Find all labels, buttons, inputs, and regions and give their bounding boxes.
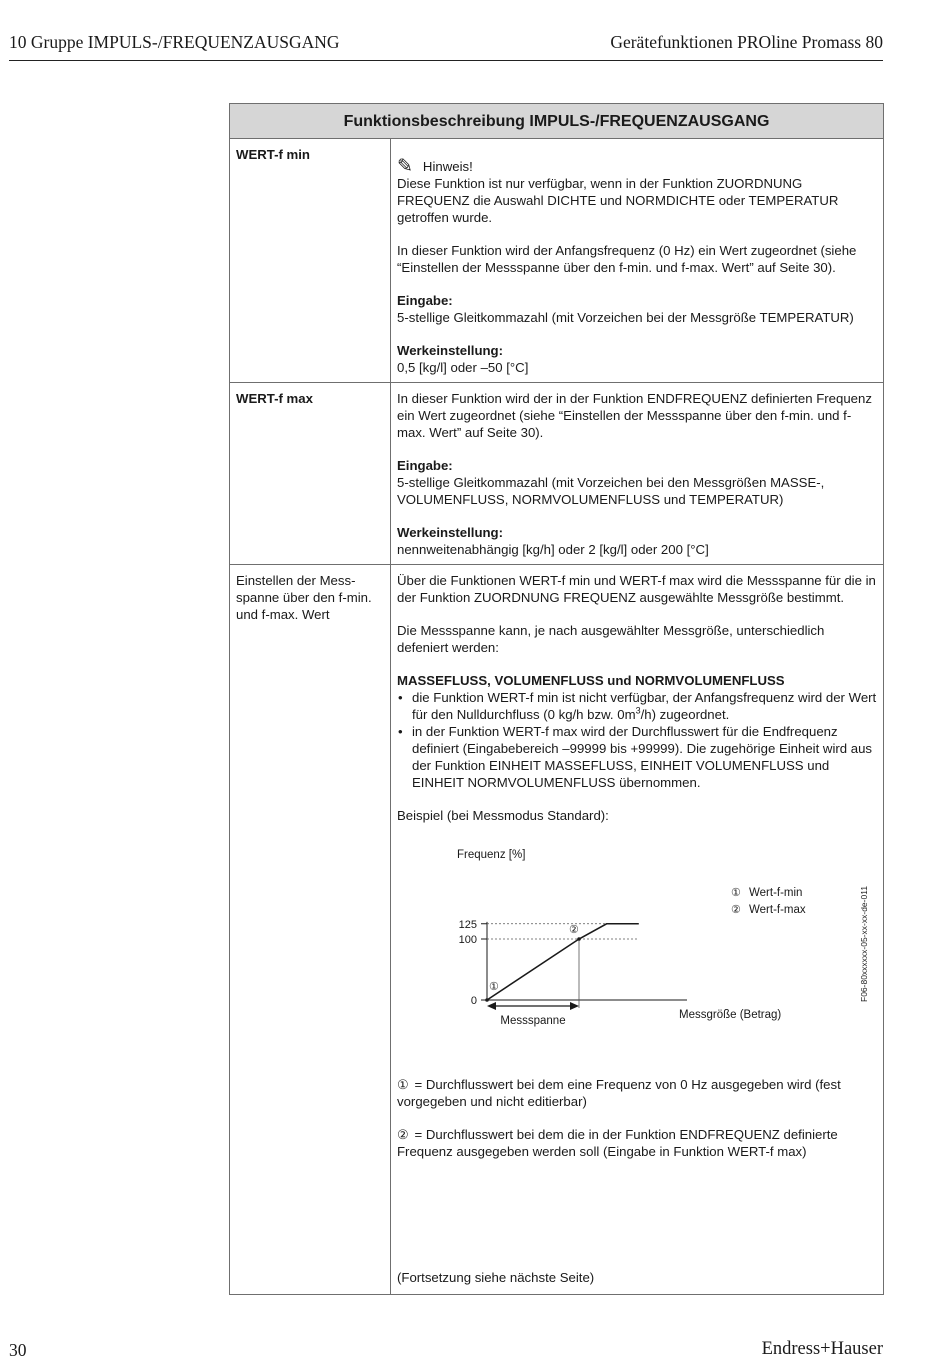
legend-label: Wert-f-max <box>749 904 806 916</box>
hinweis-label: Hinweis! <box>422 159 473 174</box>
row-label-wert-f-min: WERT-f min <box>230 139 391 383</box>
series-line <box>487 924 639 1000</box>
table-row-messspanne <box>230 565 884 1295</box>
subheading: MASSEFLUSS, VOLUMENFLUSS und NORMVOLUMENFLUSS <box>397 673 785 688</box>
row-desc-messspanne <box>391 565 884 1295</box>
list-item: • die Funktion WERT-f min ist nicht verfügbar, der Anfangsfrequenz wird der Wert für den Nulldurchfluss (0 kg/h bzw. $0m^3/h$) zugeordnet. <box>397 689 877 723</box>
wert-f-min-text: In dieser Funktion wird der Anfangsfrequenz (0 Hz) ein Wert zugeordnet (siehe “Einstellen der Messspanne über den f-min. und f-max. Wert” auf Seite 30). <box>397 243 857 275</box>
span-arrow-right <box>570 1002 579 1010</box>
point-marker: ② <box>569 924 579 936</box>
legend-marker: ① <box>731 887 741 899</box>
table-row-wert-f-max <box>230 383 884 565</box>
bullet-list <box>397 689 877 791</box>
eingabe-label: Eingabe: <box>397 293 453 308</box>
header-rule <box>9 60 883 61</box>
row-desc-wert-f-min <box>391 139 884 383</box>
werkeinstellung-label: Werkeinstellung: <box>397 343 504 358</box>
row-label-wert-f-max: WERT-f max <box>230 383 391 565</box>
row-label-messspanne: Einstellen der Mess-spanne über den f-min. und f-max. Wert <box>230 565 391 1295</box>
table-header-row <box>230 104 884 139</box>
table-title: Funktionsbeschreibung IMPULS-/FREQUENZAUSGANG <box>230 104 884 139</box>
hinweis-line <box>397 158 877 175</box>
werkeinstellung-value: 0,5 [kg/l] oder –50 [°C] <box>397 360 529 375</box>
page-number: 30 <box>9 1340 27 1360</box>
row-desc-wert-f-max <box>391 383 884 565</box>
y-tick-label: 125 <box>458 918 477 931</box>
marker-1: ① <box>397 1077 409 1092</box>
data-point <box>485 998 489 1002</box>
werkeinstellung-value: nennweitenabhängig [kg/h] oder 2 [kg/l] oder 200 [°C] <box>397 542 709 557</box>
hinweis-text: Diese Funktion ist nur verfügbar, wenn in der Funktion ZUORDNUNG FREQUENZ die Auswahl DICHTE und NORMDICHTE oder TEMPERATUR getroffen wurde. <box>397 176 839 225</box>
span-arrow-left <box>487 1002 496 1010</box>
data-point <box>577 937 581 941</box>
function-table <box>229 103 884 1295</box>
messspanne-text-2: Die Messspanne kann, je nach ausgewählter Messgröße, unterschiedlich defeniert werden: <box>397 623 825 655</box>
span-label: Messspanne <box>500 1015 566 1027</box>
eingabe-value: 5-stellige Gleitkommazahl (mit Vorzeichen bei den Messgrößen MASSE-, VOLUMENFLUSS, NORMVOLUMENFLUSS und TEMPERATUR) <box>397 475 825 507</box>
marker-2: ② <box>397 1127 409 1142</box>
messspanne-text-1: Über die Funktionen WERT-f min und WERT-f max wird die Messspanne für die in der Funktion ZUORDNUNG FREQUENZ ausgewählte Messgröße bestimmt. <box>397 573 876 605</box>
pencil-icon: ✎ <box>397 156 413 177</box>
y-tick-label: 0 <box>470 995 477 1007</box>
legend-label: Wert-f-min <box>749 887 803 899</box>
fortsetzung-text: (Fortsetzung siehe nächste Seite) <box>397 1270 595 1285</box>
table-row-wert-f-min <box>230 139 884 383</box>
frequency-chart <box>397 842 877 1062</box>
point-marker: ① <box>489 981 499 993</box>
running-header-right: Gerätefunktionen PROline Promass 80 <box>610 32 883 52</box>
eingabe-value: 5-stellige Gleitkommazahl (mit Vorzeichen bei der Messgröße TEMPERATUR) <box>397 310 854 325</box>
list-item: • in der Funktion WERT-f max wird der Durchflusswert für die Endfrequenz definiert (Eingabebereich –99999 bis +99999). Die zugehörige Einheit wird aus der Funktion EINHEIT MASSEFLUSS, EINHEIT VOLUMENFLUSS und EINHEIT NORMVOLUMENFLUSS übernommen. <box>397 723 877 791</box>
wert-f-max-text: In dieser Funktion wird der in der Funktion ENDFREQUENZ definierten Frequenz ein Wert zugeordnet (siehe “Einstellen der Messspanne über den f-min. und f-max. Wert” auf Seite 30). <box>397 391 872 440</box>
x-axis-label: Messgröße (Betrag) <box>679 1009 782 1021</box>
eingabe-label: Eingabe: <box>397 458 453 473</box>
note-2: ② = Durchflusswert bei dem die in der Funktion ENDFREQUENZ definierte Frequenz ausgegeben werden soll (Eingabe in Funktion WERT-f max) <box>397 1127 838 1159</box>
legend-marker: ② <box>731 904 741 916</box>
werkeinstellung-label: Werkeinstellung: <box>397 525 504 540</box>
note-1: ① = Durchflusswert bei dem eine Frequenz von 0 Hz ausgegeben wird (fest vorgegeben und nicht editierbar) <box>397 1077 841 1109</box>
y-tick-label: 100 <box>458 934 477 946</box>
beispiel-text: Beispiel (bei Messmodus Standard): <box>397 808 609 823</box>
y-axis-label: Frequenz [%] <box>457 849 526 861</box>
running-header-left: 10 Gruppe IMPULS-/FREQUENZAUSGANG <box>9 32 340 52</box>
brand-logo: Endress+Hauser <box>761 1339 883 1359</box>
figure-id: F06-80xxxxxx-05-xx-xx-de-011 <box>859 885 869 1002</box>
